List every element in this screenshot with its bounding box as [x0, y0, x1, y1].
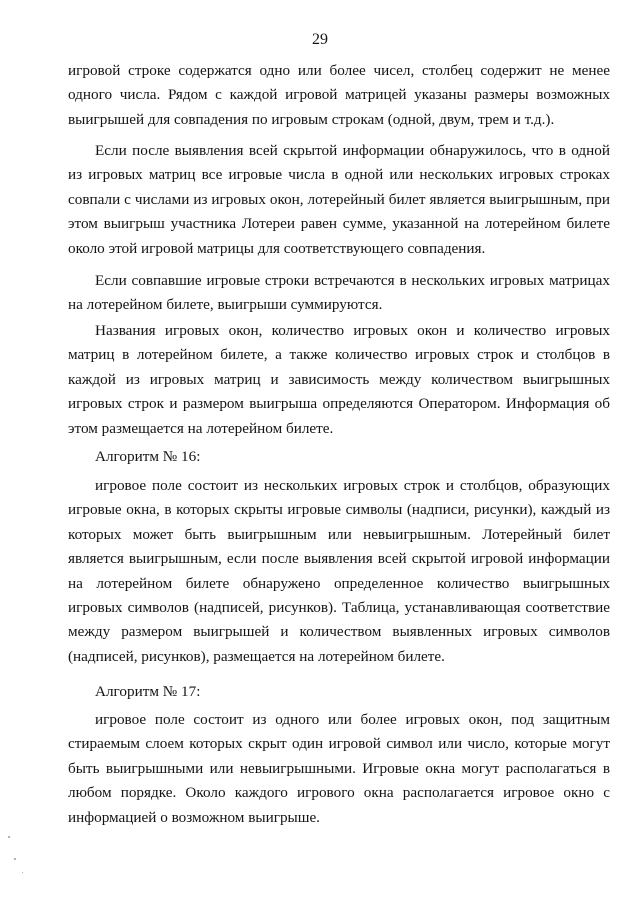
paragraph-text: Если совпавшие игровые строки встречаются в нескольких игровых матрицах на лотерейном билете, выигрыши суммируются. [68, 272, 610, 314]
paragraph-text: Названия игровых окон, количество игровых окон и количество игровых матриц в лотерейном билете, а также количество игровых строк и столбцов в каждой из игровых матриц и зависимость между количеством выигрышных игровых строк и размером выигрыша определяются Оператором. Информация об этом размещается на лотерейном билете. [68, 322, 610, 437]
heading-text: Алгоритм № 16: [95, 448, 201, 465]
algorithm-16-heading [68, 445, 610, 469]
paragraph-text: игровой строке содержатся одно или более чисел, столбец содержит не менее одного числа. Рядом с каждой игровой матрицей указаны размеры возможных выигрышей для совпадения по игровым строкам (одной, двум, трем и т.д.). [68, 62, 610, 128]
paragraph-text: Если после выявления всей скрытой информации обнаружилось, что в одной из игровых матриц все игровые числа в одной или нескольких игровых строках совпали с числами из игровых окон, лотерейный билет является выигрышным, при этом выигрыш участника Лотереи равен сумме, указанной на лотерейном билете около этой игровой матрицы для соответствующего совпадения. [68, 142, 610, 257]
heading-text: Алгоритм № 17: [95, 683, 201, 700]
algorithm-17-description [68, 708, 610, 830]
algorithm-17-heading [68, 680, 610, 704]
algorithm-16-description [68, 474, 610, 669]
page-number: 29 [312, 31, 328, 48]
paragraph-winnings-sum [68, 269, 610, 318]
scan-speck [22, 872, 23, 873]
paragraph-winning-condition [68, 139, 610, 261]
scan-speck [14, 858, 16, 860]
paragraph-text: игровое поле состоит из нескольких игровых строк и столбцов, образующих игровые окна, в которых скрыты игровые символы (надписи, рисунки), каждый из которых может быть выигрышным или невыигрышным. Лотерейный билет является выигрышным, если после выявления всей скрытой игровой информации на лотерейном билете обнаружено определенное количество выигрышных игровых символов (надписей, рисунков). Таблица, устанавливающая соответствие между размером выигрышей и количеством выявленных игровых символов (надписей, рисунков), размещается на лотерейном билете. [68, 477, 610, 665]
paragraph-text: игровое поле состоит из одного или более игровых окон, под защитным стираемым слоем которых скрыт один игровой символ или число, которые могут быть выигрышными или невыигрышными. Игровые окна могут располагаться в любом порядке. Около каждого игрового окна располагается игровое окно с информацией о возможном выигрыше. [68, 711, 610, 826]
paragraph-continuation [68, 59, 610, 132]
paragraph-operator-info [68, 319, 610, 441]
scan-speck [8, 836, 10, 838]
